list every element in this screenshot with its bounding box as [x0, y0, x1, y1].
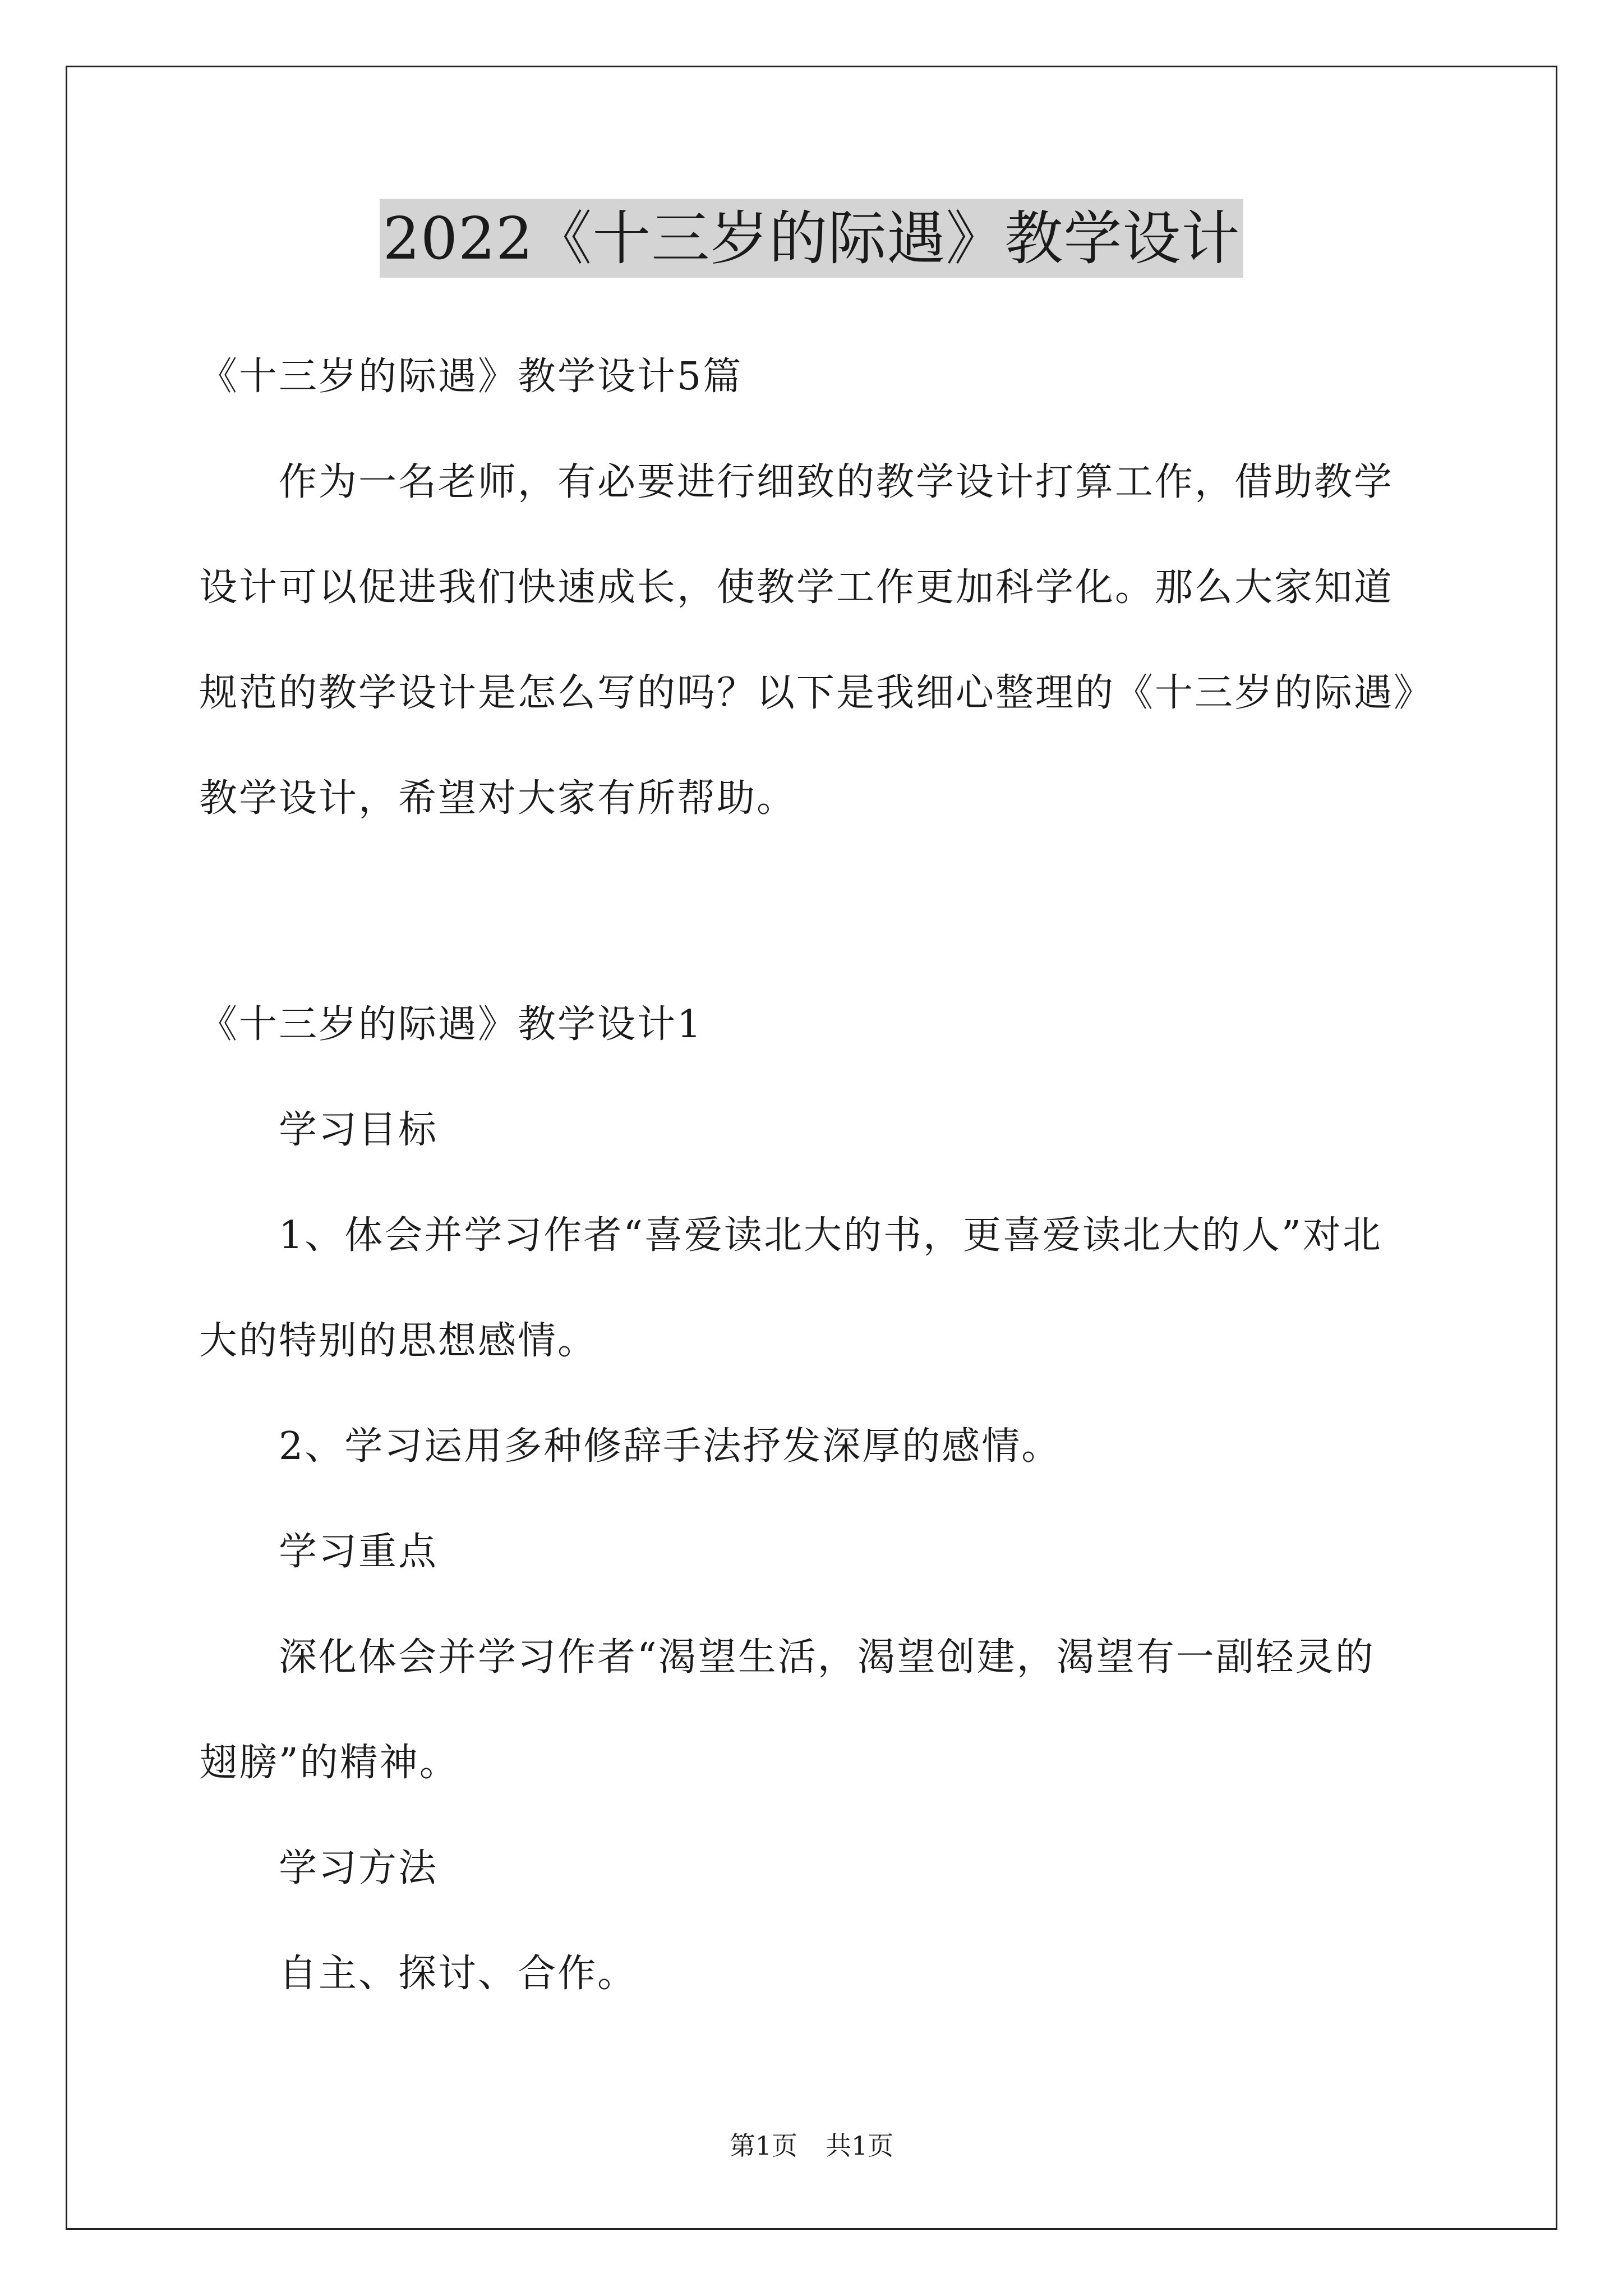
page-number-current: 第1页 [729, 2131, 797, 2161]
title-wrap [0, 199, 1623, 278]
focus-line-1: 深化体会并学习作者“渴望生活，渴望创建，渴望有一副轻灵的 [279, 1635, 1375, 1680]
document-title: 2022《十三岁的际遇》教学设计 [380, 199, 1244, 278]
method-text: 自主、探讨、合作。 [279, 1952, 638, 1996]
focus-heading: 学习重点 [279, 1530, 439, 1574]
document-subtitle: 《十三岁的际遇》教学设计5篇 [199, 355, 743, 399]
intro-line-2: 设计可以促进我们快速成长，使教学工作更加科学化。那么大家知道 [199, 565, 1394, 610]
intro-line-3: 规范的教学设计是怎么写的吗？以下是我细心整理的《十三岁的际遇》 [199, 671, 1434, 715]
focus-line-2: 翅膀”的精神。 [199, 1741, 459, 1785]
page-footer [0, 2129, 1623, 2162]
goal-1-line-2: 大的特别的思想感情。 [199, 1319, 598, 1363]
goal-1-line-1: 1、体会并学习作者“喜爱读北大的书，更喜爱读北大的人”对北 [279, 1213, 1382, 1258]
page-number-total: 共1页 [826, 2131, 894, 2161]
goals-heading: 学习目标 [279, 1108, 439, 1152]
goal-2: 2、学习运用多种修辞手法抒发深厚的感情。 [279, 1424, 1062, 1469]
intro-line-1: 作为一名老师，有必要进行细致的教学设计打算工作，借助教学 [279, 460, 1394, 504]
method-heading: 学习方法 [279, 1846, 439, 1890]
section-heading: 《十三岁的际遇》教学设计1 [199, 1002, 703, 1047]
intro-line-4: 教学设计，希望对大家有所帮助。 [199, 776, 797, 821]
